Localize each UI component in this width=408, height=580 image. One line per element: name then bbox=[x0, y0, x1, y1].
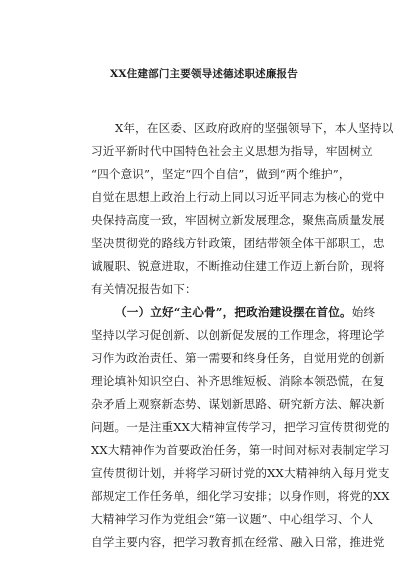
section-line: 宣传贯彻计划，并将学习研讨党的XX大精神纳入每月党支 bbox=[91, 466, 390, 480]
section-heading-tail: 始终 bbox=[351, 305, 376, 319]
section-line: 自学主要内容，把学习教育抓在经常、融入日常，推进党 bbox=[91, 535, 385, 549]
document-title: XX住建部门主要领导述德述职述廉报告 bbox=[110, 68, 298, 80]
section-heading: （一）立好“主心骨”，把政治建设摆在首位。 bbox=[115, 305, 352, 319]
section-heading-line bbox=[115, 305, 376, 319]
paragraph-line: 坚决贯彻党的路线方针政策，团结带领全体干部职工，忠 bbox=[91, 236, 385, 250]
paragraph-line: 诚履职、锐意进取，不断推动住建工作迈上新台阶，现将 bbox=[91, 259, 385, 273]
paragraph-line: 央保持高度一致，牢固树立新发展理念，聚焦高质量发展 bbox=[91, 213, 385, 227]
section-line: 部规定工作任务单，细化学习安排；以身作则，将党的XX bbox=[91, 489, 390, 503]
paragraph-line: 习近平新时代中国特色社会主义思想为指导，牢固树立 bbox=[91, 144, 373, 158]
section-line: 习作为政治责任、第一需要和终身任务，自觉用党的创新 bbox=[91, 351, 385, 365]
paragraph-line: 自觉在思想上政治上行动上同以习近平同志为核心的党中 bbox=[91, 190, 385, 204]
paragraph-line: 有关情况报告如下： bbox=[91, 282, 197, 296]
section-line: 理论填补知识空白、补齐思维短板、消除本领恐慌，在复 bbox=[91, 374, 385, 388]
section-line: 坚持以学习促创新、以创新促发展的工作理念，将理论学 bbox=[91, 328, 385, 342]
paragraph-line: “四个意识”，坚定“四个自信”，做到“两个维护”， bbox=[91, 167, 351, 181]
section-line: 问题。一是注重XX大精神宣传学习，把学习宣传贯彻党的 bbox=[91, 420, 390, 434]
paragraph-line: X年，在区委、区政府政府的坚强领导下，本人坚持以 bbox=[115, 121, 394, 135]
section-line: 杂矛盾上观察新态势、谋划新思路、研究新方法、解决新 bbox=[91, 397, 385, 411]
section-line: XX大精神作为首要政治任务，第一时间对标对表制定学习 bbox=[91, 443, 390, 457]
section-line: 大精神学习作为党组会“第一议题”、中心组学习、个人 bbox=[91, 512, 374, 526]
